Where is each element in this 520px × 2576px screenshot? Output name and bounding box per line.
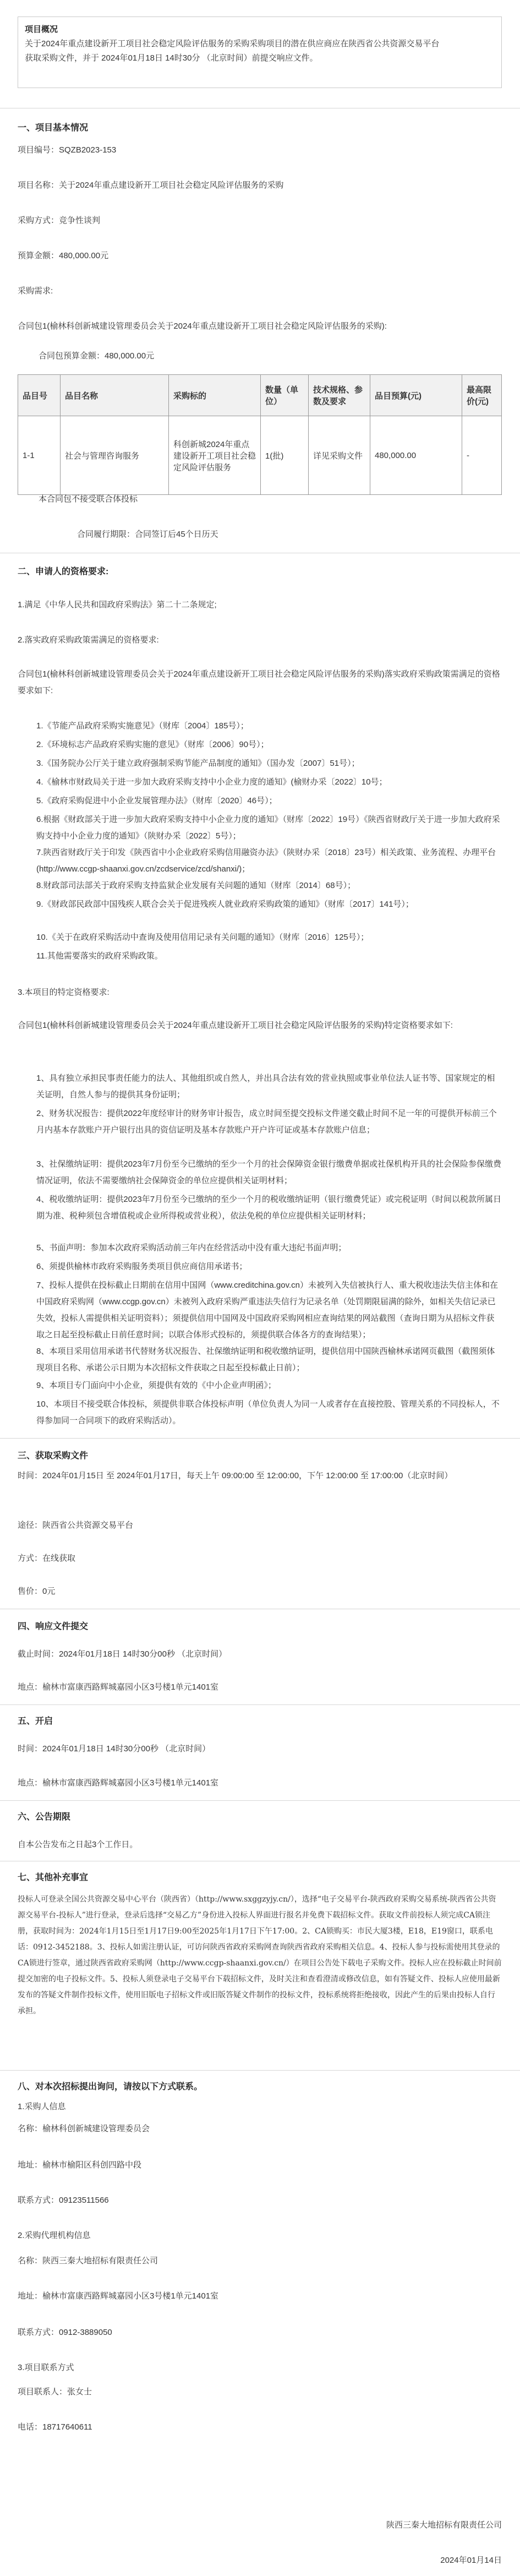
footer-date: 2024年01月14日 — [440, 2556, 502, 2565]
requirement-3-package: 合同包1(榆林科创新城建设管理委员会关于2024年重点建设新开工项目社会稳定风险评估服务的采购)特定资格要求如下: — [18, 1021, 453, 1030]
specific-requirement: 10、本项目不接受联合体投标，须提供非联合体投标声明（单位负责人为同一人或者存在直接控股、管理关系的不同投标人，不得参加同一合同项下的政府采购活动）。 — [36, 1399, 500, 1425]
section-3-heading: 三、获取采购文件 — [18, 1451, 89, 1461]
purchaser-phone: 联系方式：09123511566 — [18, 2196, 109, 2205]
budget-amount: 预算金额：480,000.00元 — [18, 251, 109, 260]
specific-requirement: 3、社保缴纳证明：提供2023年7月份至今已缴纳的至少一个月的社会保障资金银行缴费单据或社保机构开具的社会保险参保缴费情况证明，依法不需要缴纳社会保障资金的单位应提供相关证明材料； — [36, 1159, 502, 1185]
obtain-method: 方式：在线获取 — [18, 1554, 76, 1563]
project-number: 项目编号：SQZB2023-153 — [18, 145, 117, 155]
opening-place: 地点：榆林市富康西路辉城嘉园小区3号楼1单元1401室 — [18, 1778, 219, 1788]
policy-item: 6.根据《财政部关于进一步加大政府采购支持中小企业力度的通知》（财库〔2022〕19号）《陕西省财政厅关于进一步加大政府采购支持中小企业力度的通知》（陕财办采〔2022〕5号）； — [36, 815, 500, 841]
procurement-needs-label: 采购需求: — [18, 286, 53, 296]
document-price: 售价：0元 — [18, 1587, 56, 1596]
footer-organization: 陕西三秦大地招标有限责任公司 — [386, 2520, 502, 2530]
requirement-2-package: 合同包1(榆林科创新城建设管理委员会关于2024年重点建设新开工项目社会稳定风险评估服务的采购)落实政府采购政策需满足的资格要求如下: — [18, 669, 500, 695]
col-header-subject: 采购标的 — [169, 375, 261, 416]
table-row — [18, 416, 502, 495]
project-contact-label: 3.项目联系方式 — [18, 2363, 74, 2372]
specific-requirement: 4、税收缴纳证明：提供2023年7月份至今已缴纳的至少一个月的税收缴纳证明（银行缴费凭证）或完税证明（时间以税款所属日期为准、税种须包含增值税或企业所得税或营业税），依法免税的单位应提供相关证明材料； — [36, 1195, 502, 1221]
specific-requirement: 7、投标人提供在投标截止日期前在信用中国网（www.creditchina.gov.cn）未被列入失信被执行人、重大税收违法失信主体和在中国政府采购网（www.ccgp.gov.cn）未被列入政府采购严重违法失信行为记录名单（处罚期限届满的除外，如相关失信记录已失效，投标人需提供相关证明资料）；须提供信用中国网及中国政府采购网相应查询结果的网站截图（查询日期为从招标文件获取之日起至投标截止日前任意时间；以联合体形式投标的，须提供联合体各方的查询结果）； — [36, 1281, 498, 1339]
section-1-heading: 一、项目基本情况 — [18, 123, 89, 133]
cell-item-name: 社会与管理咨询服务 — [61, 416, 169, 495]
col-header-spec: 技术规格、参数及要求 — [309, 375, 370, 416]
section-7-heading: 七、其他补充事宜 — [18, 1873, 89, 1882]
section-5-heading: 五、开启 — [18, 1717, 53, 1726]
policy-item: 1.《节能产品政府采购实施意见》（财库〔2004〕185号）； — [36, 721, 249, 731]
cell-max-price: - — [462, 416, 502, 495]
divider — [0, 1704, 520, 1705]
agency-info-label: 2.采购代理机构信息 — [18, 2231, 91, 2240]
requirement-2: 2.落实政府采购政策需满足的资格要求: — [18, 635, 159, 645]
announcement-period: 自本公告发布之日起3个工作日。 — [18, 1840, 138, 1849]
agency-address: 地址：榆林市富康西路辉城嘉园小区3号楼1单元1401室 — [18, 2291, 219, 2301]
requirement-1: 1.满足《中华人民共和国政府采购法》第二十二条规定; — [18, 600, 217, 609]
col-header-item-name: 品目名称 — [61, 375, 169, 416]
cell-item-budget: 480,000.00 — [370, 416, 462, 495]
specific-requirement: 6、须提供榆林市政府采购服务类项目供应商信用承诺书； — [36, 1262, 248, 1271]
agency-phone: 联系方式：0912-3889050 — [18, 2328, 112, 2337]
section-6-heading: 六、公告期限 — [18, 1812, 71, 1822]
package-description: 合同包1(榆林科创新城建设管理委员会关于2024年重点建设新开工项目社会稳定风险评估服务的采购): — [18, 322, 387, 331]
specific-requirement: 9、本项目专门面向中小企业，须提供有效的《中小企业声明函》； — [36, 1381, 276, 1390]
policy-item: 9.《财政部民政部中国残疾人联合会关于促进残疾人就业政府采购政策的通知》（财库〔2017〕141号）； — [36, 900, 414, 909]
policy-item: 11.其他需要落实的政府采购政策。 — [36, 951, 163, 961]
overview-title: 项目概况 — [25, 25, 58, 34]
submission-place: 地点：榆林市富康西路辉城嘉园小区3号楼1单元1401室 — [18, 1682, 219, 1692]
cell-spec: 详见采购文件 — [309, 416, 370, 495]
contract-period: 合同履行期限：合同签订后45个日历天 — [77, 530, 218, 539]
procurement-items-table — [18, 374, 502, 495]
purchaser-info-label: 1.采购人信息 — [18, 2102, 66, 2111]
project-contact-phone: 电话：18717640611 — [18, 2422, 92, 2432]
package-budget: 合同包预算金额：480,000.00元 — [39, 351, 155, 361]
project-overview-box — [18, 17, 502, 88]
obtain-time: 时间：2024年01月15日 至 2024年01月17日，每天上午 09:00:00 至 12:00:00，下午 12:00:00 至 17:00:00（北京时间） — [18, 1471, 453, 1480]
policy-item: 2.《环境标志产品政府采购实施的意见》（财库〔2006〕90号）； — [36, 740, 269, 749]
specific-requirement: 1、具有独立承担民事责任能力的法人、其他组织或自然人，并出具合法有效的营业执照或事业单位法人证书等、国家规定的相关证明，自然人参与的提供其身份证明； — [36, 1074, 495, 1099]
obtain-way: 途径：陕西省公共资源交易平台 — [18, 1521, 134, 1530]
agency-name: 名称：陕西三秦大地招标有限责任公司 — [18, 2256, 158, 2265]
policy-item: 5.《政府采购促进中小企业发展管理办法》（财库〔2020〕46号）； — [36, 796, 277, 805]
table-header-row — [18, 375, 502, 416]
specific-requirement: 5、书面声明：参加本次政府采购活动前三年内在经营活动中没有重大违纪书面声明； — [36, 1243, 347, 1252]
procurement-method: 采购方式：竞争性谈判 — [18, 216, 101, 225]
purchaser-address: 地址：榆林市榆阳区科创四路中段 — [18, 2160, 142, 2170]
project-name: 项目名称：关于2024年重点建设新开工项目社会稳定风险评估服务的采购 — [18, 181, 284, 190]
project-contact-person: 项目联系人：张女士 — [18, 2387, 92, 2397]
no-consortium-note: 本合同包不接受联合体投标 — [39, 494, 138, 504]
policy-item: 3.《国务院办公厅关于建立政府强制采购节能产品制度的通知》（国办发〔2007〕51号）； — [36, 759, 360, 768]
col-header-max-price: 最高限价(元) — [462, 375, 502, 416]
submission-deadline: 截止时间：2024年01月18日 14时30分00秒 （北京时间） — [18, 1649, 227, 1659]
policy-item: 8.财政部司法部关于政府采购支持监狱企业发展有关问题的通知（财库〔2014〕68号）； — [36, 881, 356, 890]
opening-time: 时间：2024年01月18日 14时30分00秒 （北京时间） — [18, 1744, 211, 1753]
purchaser-name: 名称：榆林科创新城建设管理委员会 — [18, 2124, 150, 2133]
divider — [0, 2070, 520, 2071]
section-4-heading: 四、响应文件提交 — [18, 1622, 89, 1631]
col-header-quantity: 数量（单位） — [261, 375, 309, 416]
cell-item-no: 1-1 — [18, 416, 61, 495]
specific-requirement: 2、财务状况报告：提供2022年度经审计的财务审计报告，成立时间至提交投标文件递交截止时间不足一年的可提供开标前三个月内基本存款账户开户银行出具的资信证明及基本存款账户开户许可证或基本存款账户信息； — [36, 1109, 497, 1135]
col-header-item-budget: 品目预算(元) — [370, 375, 462, 416]
section-2-heading: 二、申请人的资格要求: — [18, 567, 109, 576]
divider — [0, 1438, 520, 1439]
supplementary-notes: 投标人可登录全国公共资源交易中心平台（陕西省）（http://www.sxggzyjy.cn/），选择“电子交易平台-陕西政府采购交易系统-陕西省公共资源交易平台-投标人”进行登录，登录后选择“交易乙方”身份进入投标人界面进行报名并免费下载招标文件。获取文件前投标人须完成CA锁注册，获取时间为：2024年1月15日至1月17日9:00至2025年1月17日下午17:00。2、CA锁购买：市民大厦3楼，E18，E19窗口，联系电话：0912-3452188。3、投标人如需注册认证，可访问陕西省政府采购网查询陕西省政府采购相关信息。4、投标人参与投标需使用其登录的CA锁进行签章，通过陕西省政府采购网（http://www.ccgp-shaanxi.gov.cn/）在项目公告处下载电子采购文件。投标人应在投标截止时间前提交加密的电子投标文件。5、投标人须登录电子交易平台下载招标文件，及时关注和查看澄清或修改信息，如有答疑文件、投标人应使用最新发布的答疑文件制作投标文件，使用旧版电子招标文件或旧版答疑文件制作的投标文件，投标系统将拒绝接收，因此产生的后果由投标人自行承担。 — [18, 1895, 502, 2016]
policy-item: 7.陕西省财政厅关于印发《陕西省中小企业政府采购信用融资办法》（陕财办采〔2018〕23号）相关政策、业务流程、办理平台(http://www.ccgp-shaanxi.gov.cn/zcdservice/zcd/shanxi/)； — [36, 848, 496, 874]
cell-quantity: 1(批) — [261, 416, 309, 495]
overview-line-1: 关于2024年重点建设新开工项目社会稳定风险评估服务的采购采购项目的潜在供应商应在陕西省公共资源交易平台 — [25, 39, 440, 48]
col-header-item-no: 品目号 — [18, 375, 61, 416]
policy-item: 10.《关于在政府采购活动中查询及使用信用记录有关问题的通知》（财库〔2016〕125号）； — [36, 933, 369, 942]
divider — [0, 1800, 520, 1801]
section-8-heading: 八、对本次招标提出询问，请按以下方式联系。 — [18, 2082, 203, 2092]
requirement-3: 3.本项目的特定资格要求: — [18, 988, 110, 997]
cell-subject: 科创新城2024年重点建设新开工项目社会稳定风险评估服务 — [169, 416, 261, 495]
overview-line-2: 获取采购文件，并于 2024年01月18日 14时30分 （北京时间）前提交响应文件。 — [25, 53, 318, 63]
specific-requirement: 8、本项目采用信用承诺书代替财务状况报告、社保缴纳证明和税收缴纳证明，提供信用中国陕西榆林承诺网页截图（截图须体现项目名称、承诺公示日期为本次招标文件获取之日起至投标截止日前）； — [36, 1347, 495, 1373]
policy-item: 4.《榆林市财政局关于进一步加大政府采购支持中小企业力度的通知》(榆财办采〔2022〕10号； — [36, 777, 387, 787]
